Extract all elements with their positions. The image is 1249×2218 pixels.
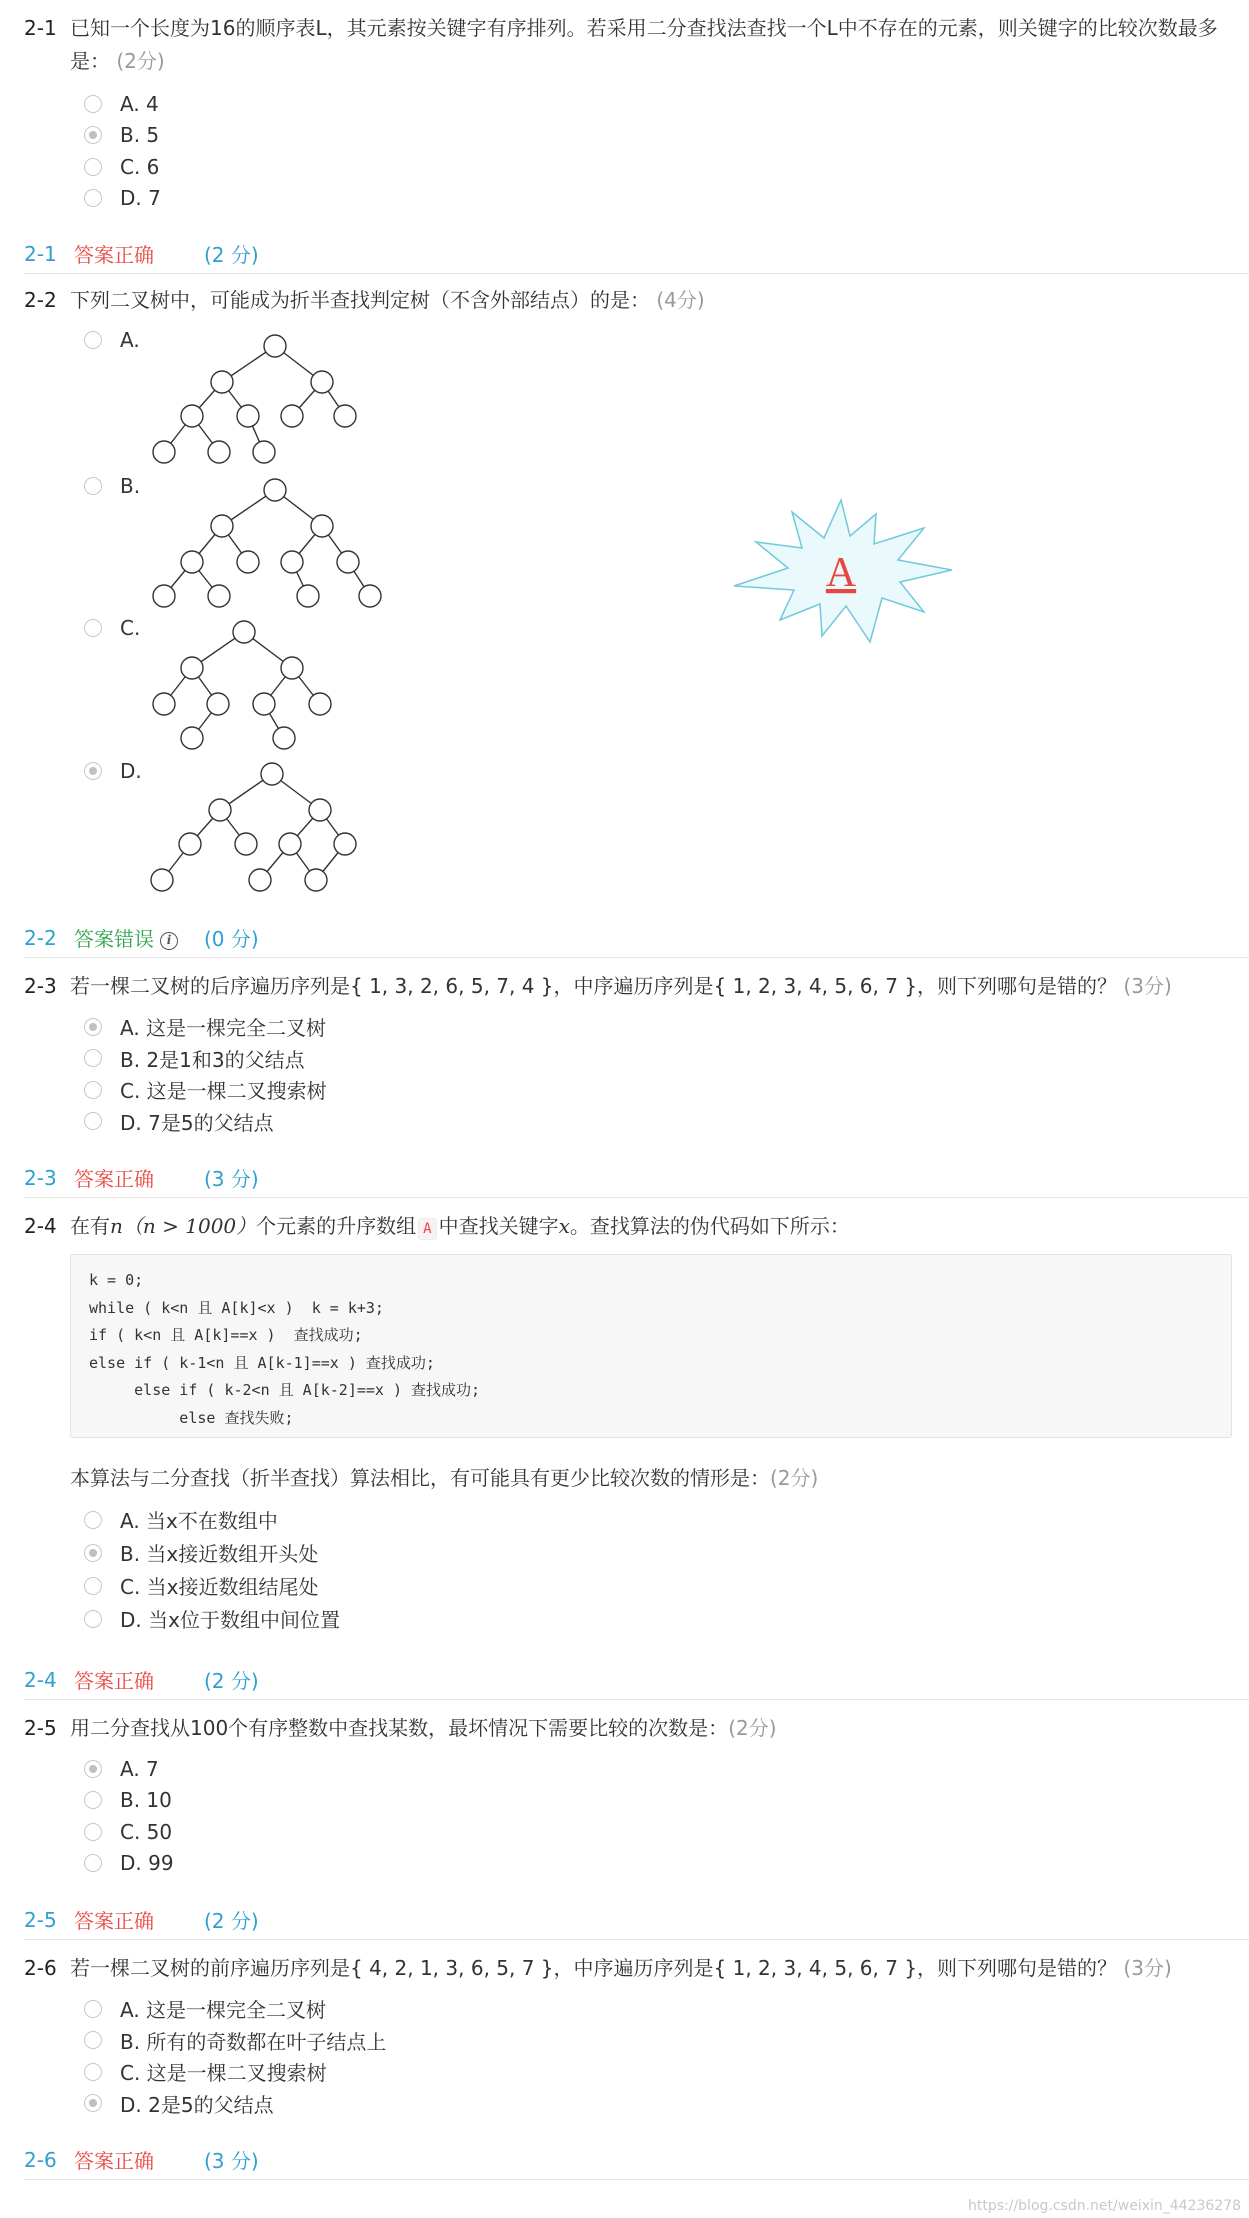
result-score: (3 分) — [204, 2149, 259, 2173]
array-name-code: A — [418, 1218, 436, 1240]
result-status: 答案正确 — [74, 1909, 154, 1933]
option-c[interactable]: C. — [84, 616, 140, 640]
radio-button[interactable] — [84, 158, 102, 176]
stamp-text: A — [825, 550, 857, 596]
option-c[interactable]: C. 当x接近数组结尾处 — [84, 1569, 1230, 1602]
result-2-4: 2-4 答案正确 (2 分) — [24, 1660, 1249, 1700]
radio-button[interactable] — [84, 1049, 102, 1067]
radio-button-selected[interactable] — [84, 1018, 102, 1036]
option-a[interactable]: A. — [84, 328, 140, 352]
math-x: x — [558, 1214, 570, 1238]
result-score: (2 分) — [204, 1669, 259, 1693]
option-b[interactable]: B. 当x接近数组开头处 — [84, 1536, 1230, 1569]
result-score: (2 分) — [204, 243, 259, 267]
radio-button[interactable] — [84, 331, 102, 349]
result-2-1: 2-1 答案正确 (2 分) — [24, 234, 1249, 274]
result-score: (3 分) — [204, 1167, 259, 1191]
option-d[interactable]: D. 99 — [84, 1848, 1234, 1880]
info-icon[interactable]: i — [160, 932, 178, 950]
question-2-2: 2-2 下列二叉树中，可能成为折半查找判定树（不含外部结点）的是： (4分) — [24, 288, 705, 312]
radio-button[interactable] — [84, 619, 102, 637]
option-a[interactable]: A. 这是一棵完全二叉树 — [84, 1993, 1234, 2025]
option-c[interactable]: C. 这是一棵二叉搜索树 — [84, 1074, 1234, 1106]
option-c[interactable]: C. 这是一棵二叉搜索树 — [84, 2056, 1234, 2088]
options-list — [84, 1993, 1234, 2119]
options-list — [84, 1753, 1234, 1879]
radio-button[interactable] — [84, 1511, 102, 1529]
option-d[interactable]: D. 7是5的父结点 — [84, 1106, 1234, 1138]
question-text: 已知一个长度为16的顺序表L，其元素按关键字有序排列。若采用二分查找法查找一个L中不存在的元素，则关键字的比较次数最多是： (2分) — [70, 16, 1218, 73]
result-2-2: 2-2 答案错误 i (0 分) — [24, 918, 1249, 958]
radio-button-selected[interactable] — [84, 126, 102, 144]
option-b[interactable]: B. 2是1和3的父结点 — [84, 1043, 1234, 1075]
radio-button[interactable] — [84, 2063, 102, 2081]
question-2-1 — [24, 12, 1234, 214]
question-2-4-followup: 本算法与二分查找（折半查找）算法相比，有可能具有更少比较次数的情形是：(2分) A. 当x不在数组中 B. 当x接近数组开头处 C. 当x接近数组结尾处 D. 当x位于数组中间位置 — [70, 1462, 1230, 1635]
question-score: (2分) — [116, 49, 165, 73]
option-d[interactable]: D. 2是5的父结点 — [84, 2088, 1234, 2120]
result-score: (0 分) — [204, 927, 259, 951]
math-n: n — [110, 1214, 123, 1238]
radio-button-selected[interactable] — [84, 2094, 102, 2112]
radio-button[interactable] — [84, 1577, 102, 1595]
radio-button[interactable] — [84, 1610, 102, 1628]
result-status: 答案正确 — [74, 1669, 154, 1693]
option-c[interactable]: C. 50 — [84, 1816, 1234, 1848]
radio-button-selected[interactable] — [84, 1760, 102, 1778]
radio-button[interactable] — [84, 95, 102, 113]
question-2-3: 2-3 若一棵二叉树的后序遍历序列是{ 1, 3, 2, 6, 5, 7, 4 }，中序遍历序列是{ 1, 2, 3, 4, 5, 6, 7 }，则下列哪句是错的？ (3分) A. 这是一棵完全二叉树 B. 2是1和3的父结点 C. 这是一棵二叉搜索树 D. 7是5的父结点 — [24, 970, 1234, 1137]
binary-tree-b-diagram — [140, 472, 400, 612]
option-b[interactable]: B. 10 — [84, 1785, 1234, 1817]
result-2-5: 2-5 答案正确 (2 分) — [24, 1900, 1249, 1940]
result-status: 答案正确 — [74, 2149, 154, 2173]
binary-tree-c-diagram — [140, 614, 360, 754]
option-b[interactable]: B. 所有的奇数都在叶子结点上 — [84, 2025, 1234, 2057]
result-score: (2 分) — [204, 1909, 259, 1933]
option-b[interactable]: B. 5 — [84, 120, 1234, 152]
option-c[interactable]: C. 6 — [84, 151, 1234, 183]
answer-stamp-burst — [728, 498, 954, 644]
result-status: 答案正确 — [74, 1167, 154, 1191]
radio-button[interactable] — [84, 1112, 102, 1130]
option-a[interactable]: A. 这是一棵完全二叉树 — [84, 1011, 1234, 1043]
options-list — [84, 1503, 1230, 1635]
question-2-6: 2-6 若一棵二叉树的前序遍历序列是{ 4, 2, 1, 3, 6, 5, 7 }，中序遍历序列是{ 1, 2, 3, 4, 5, 6, 7 }，则下列哪句是错的？ (3分) A. 这是一棵完全二叉树 B. 所有的奇数都在叶子结点上 C. 这是一棵二叉搜索树 D. 2是5的父结点 — [24, 1952, 1234, 2119]
option-d[interactable]: D. — [84, 759, 142, 783]
option-a[interactable]: A. 当x不在数组中 — [84, 1503, 1230, 1536]
radio-button[interactable] — [84, 189, 102, 207]
question-2-4: 2-4 在有n（n > 1000）个元素的升序数组 A 中查找关键字x。查找算法的伪代码如下所示： — [24, 1214, 850, 1238]
radio-button[interactable] — [84, 1823, 102, 1841]
option-d[interactable]: D. 7 — [84, 183, 1234, 215]
radio-button-selected[interactable] — [84, 762, 102, 780]
radio-button[interactable] — [84, 1081, 102, 1099]
radio-button[interactable] — [84, 477, 102, 495]
pseudocode-block: k = 0; while ( k<n 且 A[k]<x ) k = k+3; if ( k<n 且 A[k]==x ) 查找成功; else if ( k-1<n 且 A[k-1]==x ) 查找成功; else if ( k-2<n 且 A[k-2]==x ) 查找成功; else 查找失败; — [70, 1254, 1232, 1438]
option-a[interactable]: A. 7 — [84, 1753, 1234, 1785]
result-status: 答案正确 — [74, 243, 154, 267]
option-b[interactable]: B. — [84, 474, 140, 498]
question-2-5: 2-5 用二分查找从100个有序整数中查找某数，最坏情况下需要比较的次数是：(2分) A. 7 B. 10 C. 50 D. 99 — [24, 1712, 1234, 1879]
question-number: 2-1 — [24, 16, 57, 40]
radio-button[interactable] — [84, 2000, 102, 2018]
result-status: 答案错误 i — [74, 923, 204, 952]
radio-button-selected[interactable] — [84, 1544, 102, 1562]
result-2-6: 2-6 答案正确 (3 分) — [24, 2140, 1249, 2180]
watermark: https://blog.csdn.net/weixin_44236278 — [967, 2198, 1241, 2214]
options-list — [84, 1011, 1234, 1137]
result-2-3: 2-3 答案正确 (3 分) — [24, 1158, 1249, 1198]
binary-tree-a-diagram — [140, 328, 380, 468]
radio-button[interactable] — [84, 1854, 102, 1872]
radio-button[interactable] — [84, 2031, 102, 2049]
radio-button[interactable] — [84, 1791, 102, 1809]
option-d[interactable]: D. 当x位于数组中间位置 — [84, 1602, 1230, 1635]
math-condition: （n > 1000） — [122, 1214, 257, 1238]
options-list — [84, 88, 1234, 214]
option-a[interactable]: A. 4 — [84, 88, 1234, 120]
binary-tree-d-diagram — [140, 756, 380, 896]
